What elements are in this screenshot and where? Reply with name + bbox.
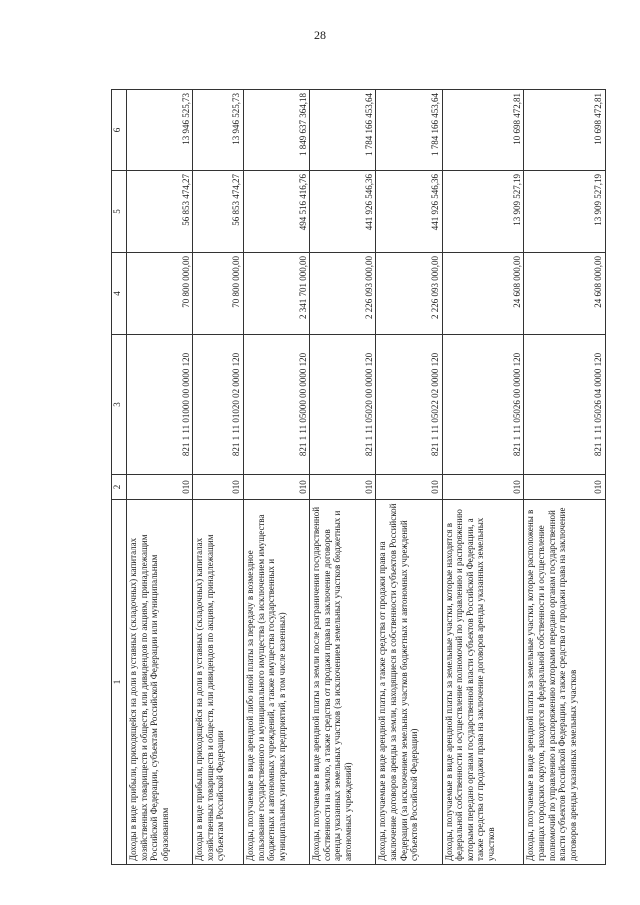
row-code: 010 xyxy=(243,475,309,500)
row-col4: 2 226 093 000,00 xyxy=(376,253,442,335)
table-row xyxy=(243,90,309,865)
row-name: Доходы, получаемые в виде арендной платы, а также средства от продажи права на заключение договоров аренды за земли, находящиеся в собственности субъектов Российской Федерации (за исключением земельных участков бюджетных и автономных учреждений субъектов Российской Федерации) xyxy=(376,500,442,865)
row-name: Доходы, получаемые в виде арендной платы за земельные участки, которые расположены в границах городских округов, находятся в федеральной собственности и осуществление полномочий по управлению и распоряжению которыми передано органам государственной власти субъектов Российской Федерации, а также средства от продажи права на заключение договоров аренды указанных земельных участков xyxy=(524,500,606,865)
row-col5: 56 853 474,27 xyxy=(127,171,193,253)
row-col6: 13 946 525,73 xyxy=(127,90,193,171)
column-header: 5 xyxy=(112,171,127,253)
row-code: 010 xyxy=(524,475,606,500)
row-col5: 441 926 546,36 xyxy=(310,171,376,253)
row-code: 010 xyxy=(193,475,244,500)
row-col6: 1 784 166 453,64 xyxy=(310,90,376,171)
row-kbk: 821 1 11 01000 00 0000 120 xyxy=(127,335,193,475)
row-col6: 10 698 472,81 xyxy=(442,90,524,171)
row-name: Доходы, получаемые в виде арендной платы за земельные участки, которые находятся в федеральной собственности и осуществление полномочий по управлению и распоряжению которыми передано органам государственной власти субъектов Российской Федерации, а также средства от продажи права на заключение договоров аренды указанных земельных участков xyxy=(442,500,524,865)
row-code: 010 xyxy=(127,475,193,500)
row-col4: 70 800 000,00 xyxy=(127,253,193,335)
row-col4: 2 226 093 000,00 xyxy=(310,253,376,335)
row-code: 010 xyxy=(442,475,524,500)
table-row xyxy=(310,90,376,865)
row-col5: 441 926 546,36 xyxy=(376,171,442,253)
row-col5: 13 909 527,19 xyxy=(524,171,606,253)
row-kbk: 821 1 11 05022 02 0000 120 xyxy=(376,335,442,475)
row-col5: 494 516 416,76 xyxy=(243,171,309,253)
column-header: 4 xyxy=(112,253,127,335)
table-row xyxy=(442,90,524,865)
row-col6: 1 784 166 453,64 xyxy=(376,90,442,171)
column-header: 1 xyxy=(112,500,127,865)
row-col4: 24 608 000,00 xyxy=(442,253,524,335)
table-row xyxy=(376,90,442,865)
table-row xyxy=(524,90,606,865)
row-col5: 56 853 474,27 xyxy=(193,171,244,253)
row-kbk: 821 1 11 05000 00 0000 120 xyxy=(243,335,309,475)
row-kbk: 821 1 11 05026 04 0000 120 xyxy=(524,335,606,475)
row-name: Доходы в виде прибыли, приходящейся на доли в уставных (складочных) капиталах хозяйственных товариществ и обществ, или дивидендов по акциям, принадлежащим Российской Федерации, субъектам Российской Федерации или муниципальным образованиям xyxy=(127,500,193,865)
table-row xyxy=(193,90,244,865)
row-kbk: 821 1 11 05026 00 0000 120 xyxy=(442,335,524,475)
page-number: 28 xyxy=(314,28,326,42)
column-header: 6 xyxy=(112,90,127,171)
row-code: 010 xyxy=(310,475,376,500)
row-name: Доходы, получаемые в виде арендной либо иной платы за передачу в возмездное пользование государственного и муниципального имущества (за исключением имущества бюджетных и автономных учреждений, а также имущества государственных и муниципальных унитарных предприятий, в том числе казенных) xyxy=(243,500,309,865)
row-kbk: 821 1 11 01020 02 0000 120 xyxy=(193,335,244,475)
row-kbk: 821 1 11 05020 00 0000 120 xyxy=(310,335,376,475)
row-col5: 13 909 527,19 xyxy=(442,171,524,253)
row-code: 010 xyxy=(376,475,442,500)
row-col4: 70 800 000,00 xyxy=(193,253,244,335)
row-col4: 24 608 000,00 xyxy=(524,253,606,335)
header-row xyxy=(112,90,127,865)
row-name: Доходы в виде прибыли, приходящейся на доли в уставных (складочных) капиталах хозяйственных товариществ и обществ, или дивидендов по акциям, принадлежащим субъектам Российской Федерации xyxy=(193,500,244,865)
row-col4: 2 341 701 000,00 xyxy=(243,253,309,335)
row-col6: 10 698 472,81 xyxy=(524,90,606,171)
rotated-table-container xyxy=(111,90,606,865)
column-header: 2 xyxy=(112,475,127,500)
revenue-table xyxy=(111,89,606,865)
column-header: 3 xyxy=(112,335,127,475)
row-col6: 1 849 637 364,18 xyxy=(243,90,309,171)
row-name: Доходы, получаемые в виде арендной платы за земли после разграничения государственной собственности на землю, а также средства от продажи права на заключение договоров аренды указанных земельных участков (за исключением земельных участков бюджетных и автономных учреждений) xyxy=(310,500,376,865)
row-col6: 13 946 525,73 xyxy=(193,90,244,171)
table-row xyxy=(127,90,193,865)
